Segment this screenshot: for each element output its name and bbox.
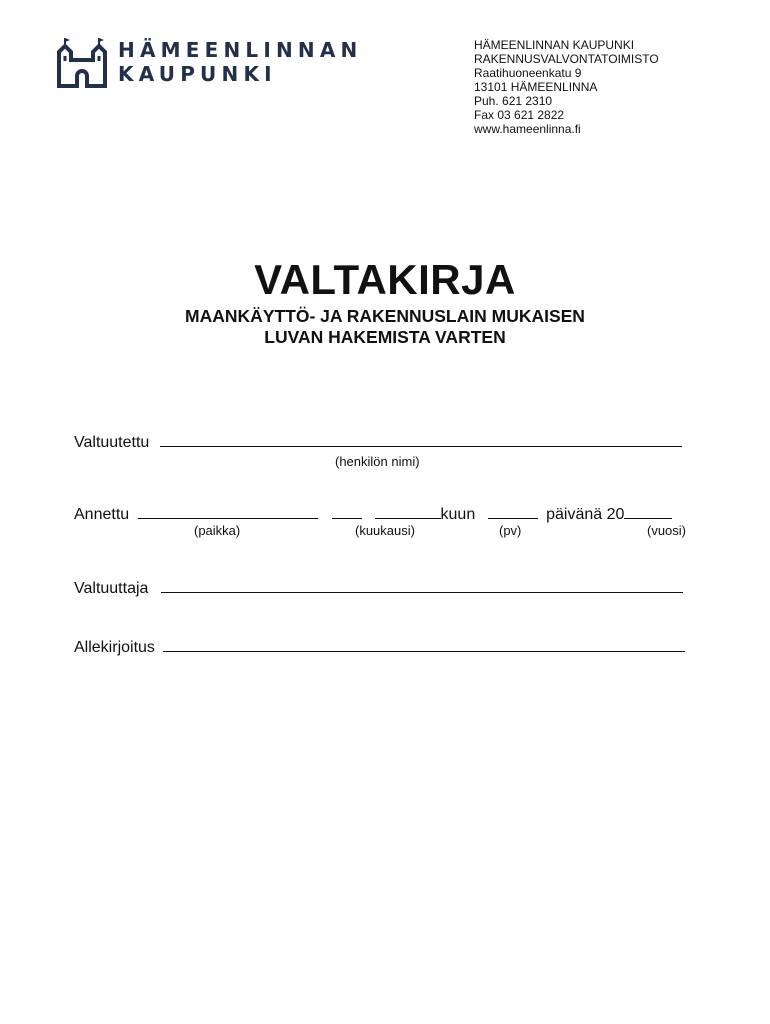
annettu-row	[74, 504, 672, 525]
valtuuttaja-row	[74, 578, 683, 599]
subtitle-line-1: MAANKÄYTTÖ- JA RAKENNUSLAIN MUKAISEN	[185, 306, 585, 326]
allekirjoitus-label: Allekirjoitus	[74, 639, 155, 656]
address-line: 13101 HÄMEENLINNA	[474, 80, 598, 94]
address-line: HÄMEENLINNAN KAUPUNKI	[474, 38, 635, 52]
valtuutettu-row	[74, 432, 682, 453]
address-line: Raatihuoneenkatu 9	[474, 66, 582, 80]
kuukausi-field[interactable]	[375, 504, 441, 519]
address-line: Puh. 621 2310	[474, 94, 553, 108]
annettu-label: Annettu	[74, 506, 130, 523]
city-logo	[56, 36, 362, 88]
paikka-hint: (paikka)	[194, 523, 241, 538]
allekirjoitus-row	[74, 637, 685, 658]
logo-wordmark	[118, 38, 362, 86]
logo-line-2: KAUPUNKI	[118, 62, 277, 86]
allekirjoitus-field[interactable]	[163, 637, 685, 652]
paikka-field[interactable]	[138, 504, 318, 519]
logo-line-1: HÄMEENLINNAN	[118, 38, 363, 62]
kuukausi-hint: (kuukausi)	[355, 523, 415, 538]
subtitle-line-2: LUVAN HAKEMISTA VARTEN	[264, 327, 506, 347]
kuukausi-prefix-field[interactable]	[332, 504, 362, 519]
pv-hint: (pv)	[499, 523, 522, 538]
kuun-text: kuun	[440, 506, 476, 523]
vuosi-field[interactable]	[624, 504, 672, 519]
vuosi-hint: (vuosi)	[647, 523, 687, 538]
address-line: Fax 03 621 2822	[474, 108, 565, 122]
pv-field[interactable]	[488, 504, 538, 519]
address-block	[474, 38, 659, 136]
castle-icon	[56, 36, 108, 88]
address-line: www.hameenlinna.fi	[474, 122, 581, 136]
valtuuttaja-field[interactable]	[161, 578, 683, 593]
document-title: VALTAKIRJA	[254, 256, 516, 303]
address-line: RAKENNUSVALVONTATOIMISTO	[474, 52, 659, 66]
valtuuttaja-label: Valtuuttaja	[74, 580, 149, 597]
valtuutettu-label: Valtuutettu	[74, 434, 150, 451]
document-subtitle	[0, 306, 770, 348]
valtuutettu-field[interactable]	[160, 432, 682, 447]
valtuutettu-hint: (henkilön nimi)	[335, 454, 420, 469]
paivana-text: päivänä 20	[546, 506, 625, 523]
